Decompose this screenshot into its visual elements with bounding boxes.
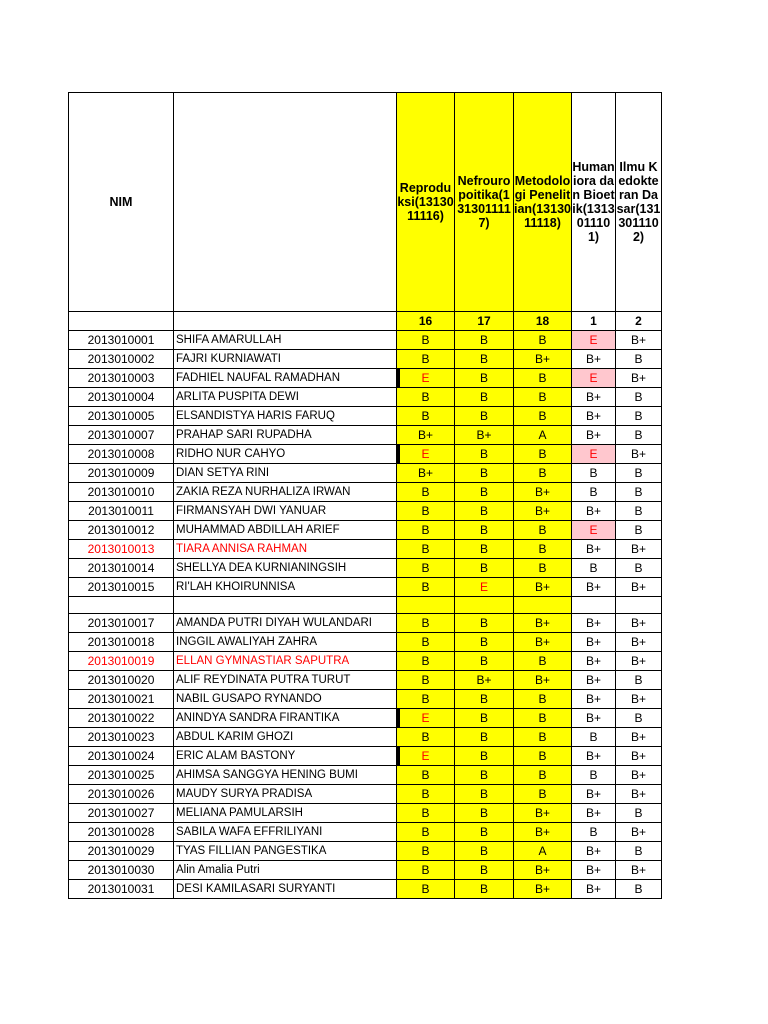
header-name[interactable] [174, 93, 397, 312]
grade-cell-16[interactable]: B [397, 578, 455, 597]
grade-cell-2[interactable]: B+ [616, 728, 662, 747]
grade-cell-2[interactable]: B+ [616, 823, 662, 842]
table-row [69, 880, 662, 899]
grade-cell-1[interactable]: B+ [572, 502, 616, 521]
grade-cell-16[interactable]: B [397, 785, 455, 804]
nim-cell[interactable]: 2013010012 [69, 521, 174, 540]
grade-cell-1[interactable]: B [572, 483, 616, 502]
grade-cell-18[interactable]: B+ [514, 823, 572, 842]
grade-cell-1[interactable]: E [572, 445, 616, 464]
blank-cell[interactable] [69, 597, 174, 614]
grade-cell-18[interactable]: B [514, 445, 572, 464]
grade-cell-2[interactable]: B [616, 521, 662, 540]
table-row [69, 804, 662, 823]
grade-cell-17[interactable]: B [455, 823, 514, 842]
grade-cell-17[interactable]: B [455, 747, 514, 766]
grade-cell-18[interactable]: B [514, 464, 572, 483]
name-cell[interactable]: MAUDY SURYA PRADISA [174, 785, 397, 804]
table-row [69, 690, 662, 709]
name-cell[interactable]: ERIC ALAM BASTONY [174, 747, 397, 766]
grade-cell-18[interactable]: B+ [514, 614, 572, 633]
grade-cell-1[interactable]: B+ [572, 652, 616, 671]
grade-cell-16[interactable]: E [397, 445, 455, 464]
grade-cell-18[interactable]: B [514, 690, 572, 709]
grade-cell-18[interactable]: B+ [514, 671, 572, 690]
grade-cell-16[interactable]: B [397, 331, 455, 350]
grade-cell-18[interactable]: B [514, 709, 572, 728]
grade-cell-16[interactable]: B [397, 388, 455, 407]
grade-cell-2[interactable]: B+ [616, 540, 662, 559]
table-row [69, 652, 662, 671]
name-cell[interactable]: AMANDA PUTRI DIYAH WULANDARI [174, 614, 397, 633]
grade-cell-16[interactable]: B [397, 728, 455, 747]
grade-cell-1[interactable]: B+ [572, 842, 616, 861]
grade-cell-16[interactable]: B [397, 633, 455, 652]
grade-cell-16[interactable]: B [397, 502, 455, 521]
grade-cell-16[interactable]: B [397, 521, 455, 540]
grade-cell-1[interactable]: B+ [572, 426, 616, 445]
grade-cell-18[interactable]: A [514, 842, 572, 861]
grade-cell-17[interactable]: B [455, 521, 514, 540]
blank-cell[interactable] [69, 312, 174, 331]
table-row [69, 728, 662, 747]
grade-cell-17[interactable]: E [455, 578, 514, 597]
header-row [69, 93, 662, 312]
grade-cell-16[interactable]: B [397, 842, 455, 861]
nim-cell[interactable]: 2013010015 [69, 578, 174, 597]
grade-cell-17[interactable]: B [455, 559, 514, 578]
grade-cell-2[interactable]: B [616, 464, 662, 483]
name-cell[interactable]: MELIANA PAMULARSIH [174, 804, 397, 823]
grade-cell-18[interactable]: B [514, 785, 572, 804]
blank-cell[interactable] [174, 312, 397, 331]
nim-cell[interactable]: 2013010003 [69, 369, 174, 388]
name-cell[interactable]: NABIL GUSAPO RYNANDO [174, 690, 397, 709]
name-cell[interactable]: AHIMSA SANGGYA HENING BUMI [174, 766, 397, 785]
grade-cell-16[interactable]: B [397, 350, 455, 369]
table-row [69, 483, 662, 502]
blank-cell[interactable] [397, 597, 455, 614]
table-row [69, 426, 662, 445]
table-row [69, 709, 662, 728]
name-cell[interactable]: SHELLYA DEA KURNIANINGSIH [174, 559, 397, 578]
grade-cell-18[interactable]: B+ [514, 578, 572, 597]
grade-cell-16[interactable]: E [397, 709, 455, 728]
grade-cell-16[interactable]: B [397, 766, 455, 785]
nim-cell[interactable]: 2013010030 [69, 861, 174, 880]
grade-cell-18[interactable]: B+ [514, 633, 572, 652]
grade-cell-17[interactable]: B+ [455, 426, 514, 445]
grade-cell-17[interactable]: B [455, 804, 514, 823]
table-row [69, 388, 662, 407]
grade-cell-16[interactable]: B [397, 483, 455, 502]
grade-cell-17[interactable]: B [455, 690, 514, 709]
grade-cell-1[interactable]: B+ [572, 388, 616, 407]
table-row [69, 823, 662, 842]
name-cell[interactable]: PRAHAP SARI RUPADHA [174, 426, 397, 445]
grade-cell-16[interactable]: B [397, 804, 455, 823]
blank-cell[interactable] [174, 597, 397, 614]
grade-cell-18[interactable]: B+ [514, 861, 572, 880]
grade-cell-16[interactable]: B [397, 559, 455, 578]
table-row [69, 766, 662, 785]
grade-cell-16[interactable]: B [397, 540, 455, 559]
header-col-17[interactable]: Nefrouropoitika(1313011117) [455, 93, 514, 312]
name-cell[interactable]: TYAS FILLIAN PANGESTIKA [174, 842, 397, 861]
grade-cell-17[interactable]: B [455, 766, 514, 785]
grade-cell-17[interactable]: B [455, 785, 514, 804]
nim-cell[interactable]: 2013010027 [69, 804, 174, 823]
table-row [69, 521, 662, 540]
grade-cell-18[interactable]: B+ [514, 502, 572, 521]
grade-cell-17[interactable]: B+ [455, 671, 514, 690]
nim-cell[interactable]: 2013010014 [69, 559, 174, 578]
table-row [69, 861, 662, 880]
name-cell[interactable]: ABDUL KARIM GHOZI [174, 728, 397, 747]
grade-cell-16[interactable]: B [397, 652, 455, 671]
name-cell[interactable]: MUHAMMAD ABDILLAH ARIEF [174, 521, 397, 540]
nim-cell[interactable]: 2013010004 [69, 388, 174, 407]
nim-cell[interactable]: 2013010011 [69, 502, 174, 521]
grade-cell-2[interactable]: B+ [616, 633, 662, 652]
grade-cell-18[interactable]: A [514, 426, 572, 445]
name-cell[interactable]: TIARA ANNISA RAHMAN [174, 540, 397, 559]
name-cell[interactable]: ELSANDISTYA HARIS FARUQ [174, 407, 397, 426]
blank-cell[interactable] [455, 597, 514, 614]
grade-cell-1[interactable]: B+ [572, 633, 616, 652]
grade-cell-17[interactable]: B [455, 842, 514, 861]
grade-cell-2[interactable]: B+ [616, 861, 662, 880]
grade-cell-1[interactable]: B+ [572, 690, 616, 709]
grade-cell-1[interactable]: B+ [572, 804, 616, 823]
grade-cell-1[interactable]: B [572, 728, 616, 747]
grade-cell-2[interactable]: B+ [616, 690, 662, 709]
number-row [69, 312, 662, 331]
grade-cell-17[interactable]: B [455, 407, 514, 426]
nim-cell[interactable]: 2013010008 [69, 445, 174, 464]
name-cell[interactable]: ARLITA PUSPITA DEWI [174, 388, 397, 407]
grade-cell-17[interactable]: B [455, 861, 514, 880]
grade-cell-1[interactable]: B [572, 559, 616, 578]
grade-cell-1[interactable]: B+ [572, 861, 616, 880]
grade-cell-17[interactable]: B [455, 388, 514, 407]
grade-cell-17[interactable]: B [455, 614, 514, 633]
grade-cell-1[interactable]: B [572, 464, 616, 483]
grade-cell-17[interactable]: B [455, 709, 514, 728]
nim-cell[interactable]: 2013010007 [69, 426, 174, 445]
grade-cell-17[interactable]: B [455, 483, 514, 502]
grade-cell-18[interactable]: B [514, 728, 572, 747]
table-row [69, 445, 662, 464]
col-number-17[interactable]: 17 [455, 312, 514, 331]
grade-cell-17[interactable]: B [455, 502, 514, 521]
grade-cell-2[interactable]: B+ [616, 331, 662, 350]
nim-cell[interactable]: 2013010029 [69, 842, 174, 861]
name-cell[interactable]: Alin Amalia Putri [174, 861, 397, 880]
nim-cell[interactable]: 2013010013 [69, 540, 174, 559]
nim-cell[interactable]: 2013010020 [69, 671, 174, 690]
col-number-1[interactable]: 1 [572, 312, 616, 331]
grade-cell-18[interactable]: B [514, 331, 572, 350]
grade-cell-2[interactable]: B+ [616, 369, 662, 388]
col-number-2[interactable]: 2 [616, 312, 662, 331]
grade-cell-2[interactable]: B+ [616, 652, 662, 671]
grade-cell-1[interactable]: B+ [572, 785, 616, 804]
grade-cell-2[interactable]: B [616, 407, 662, 426]
table-row [69, 785, 662, 804]
table-row [69, 502, 662, 521]
grade-cell-2[interactable]: B+ [616, 785, 662, 804]
table-row [69, 331, 662, 350]
grade-cell-18[interactable]: B+ [514, 804, 572, 823]
table-row [69, 369, 662, 388]
grade-cell-1[interactable]: B+ [572, 614, 616, 633]
grade-cell-16[interactable]: B+ [397, 464, 455, 483]
grade-cell-16[interactable]: B [397, 407, 455, 426]
grade-cell-2[interactable]: B+ [616, 766, 662, 785]
grade-cell-1[interactable]: B [572, 823, 616, 842]
table-row [69, 464, 662, 483]
grade-cell-2[interactable]: B [616, 388, 662, 407]
grade-cell-2[interactable]: B+ [616, 445, 662, 464]
grade-cell-1[interactable]: E [572, 369, 616, 388]
nim-cell[interactable]: 2013010031 [69, 880, 174, 899]
table-row [69, 842, 662, 861]
name-cell[interactable]: SABILA WAFA EFFRILIYANI [174, 823, 397, 842]
name-cell[interactable]: SHIFA AMARULLAH [174, 331, 397, 350]
grades-table [68, 92, 662, 899]
nim-cell[interactable]: 2013010018 [69, 633, 174, 652]
nim-cell[interactable]: 2013010025 [69, 766, 174, 785]
nim-cell[interactable]: 2013010026 [69, 785, 174, 804]
nim-cell[interactable]: 2013010024 [69, 747, 174, 766]
grade-cell-16[interactable]: B [397, 614, 455, 633]
table-row [69, 350, 662, 369]
table-row [69, 559, 662, 578]
nim-cell[interactable]: 2013010028 [69, 823, 174, 842]
grade-cell-17[interactable]: B [455, 369, 514, 388]
grade-cell-1[interactable]: B+ [572, 880, 616, 899]
nim-cell[interactable]: 2013010009 [69, 464, 174, 483]
grade-cell-18[interactable]: B [514, 521, 572, 540]
blank-cell[interactable] [514, 597, 572, 614]
nim-cell[interactable]: 2013010001 [69, 331, 174, 350]
grade-cell-17[interactable]: B [455, 728, 514, 747]
grade-cell-17[interactable]: B [455, 331, 514, 350]
nim-cell[interactable]: 2013010021 [69, 690, 174, 709]
col-number-18[interactable]: 18 [514, 312, 572, 331]
name-cell[interactable]: ZAKIA REZA NURHALIZA IRWAN [174, 483, 397, 502]
grade-cell-17[interactable]: B [455, 445, 514, 464]
grade-cell-2[interactable]: B [616, 842, 662, 861]
grade-cell-17[interactable]: B [455, 652, 514, 671]
table-row [69, 633, 662, 652]
grade-cell-2[interactable]: B [616, 483, 662, 502]
grade-cell-1[interactable]: B+ [572, 350, 616, 369]
table-row [69, 671, 662, 690]
header-col-1[interactable]: Humaniora dan Bioetik(1313011101) [572, 93, 616, 312]
grade-cell-2[interactable]: B+ [616, 747, 662, 766]
grade-cell-18[interactable]: B [514, 559, 572, 578]
nim-cell[interactable]: 2013010017 [69, 614, 174, 633]
grade-cell-18[interactable]: B+ [514, 350, 572, 369]
grade-cell-16[interactable]: B [397, 880, 455, 899]
grade-cell-2[interactable]: B [616, 804, 662, 823]
name-cell[interactable]: FIRMANSYAH DWI YANUAR [174, 502, 397, 521]
grade-cell-17[interactable]: B [455, 880, 514, 899]
col-number-16[interactable]: 16 [397, 312, 455, 331]
grade-cell-2[interactable]: B [616, 350, 662, 369]
grade-cell-2[interactable]: B [616, 502, 662, 521]
nim-cell[interactable]: 2013010005 [69, 407, 174, 426]
grade-cell-2[interactable]: B [616, 671, 662, 690]
grade-cell-2[interactable]: B+ [616, 578, 662, 597]
grade-cell-18[interactable]: B [514, 540, 572, 559]
grade-cell-18[interactable]: B [514, 388, 572, 407]
grade-cell-1[interactable]: B+ [572, 671, 616, 690]
grade-cell-2[interactable]: B [616, 709, 662, 728]
name-cell[interactable]: DIAN SETYA RINI [174, 464, 397, 483]
grade-cell-16[interactable]: E [397, 369, 455, 388]
grade-cell-16[interactable]: B [397, 690, 455, 709]
grade-cell-1[interactable]: B+ [572, 709, 616, 728]
name-cell[interactable]: FAJRI KURNIAWATI [174, 350, 397, 369]
blank-cell[interactable] [616, 597, 662, 614]
grade-cell-1[interactable]: B+ [572, 578, 616, 597]
grade-cell-17[interactable]: B [455, 350, 514, 369]
grade-cell-1[interactable]: B [572, 766, 616, 785]
grade-cell-1[interactable]: B+ [572, 540, 616, 559]
grade-cell-1[interactable]: B+ [572, 747, 616, 766]
header-col-2[interactable]: Ilmu Kedokteran Dasar(1313011102) [616, 93, 662, 312]
name-cell[interactable]: INGGIL AWALIYAH ZAHRA [174, 633, 397, 652]
grade-cell-17[interactable]: B [455, 464, 514, 483]
table-row [69, 614, 662, 633]
grade-cell-1[interactable]: B+ [572, 407, 616, 426]
table-row [69, 578, 662, 597]
grade-cell-16[interactable]: B+ [397, 426, 455, 445]
grade-cell-16[interactable]: B [397, 823, 455, 842]
name-cell[interactable]: ANINDYA SANDRA FIRANTIKA [174, 709, 397, 728]
grade-cell-18[interactable]: B [514, 652, 572, 671]
name-cell[interactable]: FADHIEL NAUFAL RAMADHAN [174, 369, 397, 388]
grade-cell-18[interactable]: B [514, 747, 572, 766]
grade-cell-2[interactable]: B+ [616, 614, 662, 633]
grade-cell-17[interactable]: B [455, 633, 514, 652]
grade-cell-2[interactable]: B [616, 880, 662, 899]
nim-cell[interactable]: 2013010002 [69, 350, 174, 369]
table-row [69, 407, 662, 426]
grade-cell-18[interactable]: B+ [514, 880, 572, 899]
grade-cell-18[interactable]: B+ [514, 483, 572, 502]
grade-cell-18[interactable]: B [514, 766, 572, 785]
grade-cell-18[interactable]: B [514, 369, 572, 388]
name-cell[interactable]: ELLAN GYMNASTIAR SAPUTRA [174, 652, 397, 671]
grade-cell-1[interactable]: E [572, 521, 616, 540]
grade-cell-17[interactable]: B [455, 540, 514, 559]
table-row [69, 540, 662, 559]
name-cell[interactable]: ALIF REYDINATA PUTRA TURUT [174, 671, 397, 690]
table-row [69, 747, 662, 766]
header-col-16[interactable]: Reproduksi(1313011116) [397, 93, 455, 312]
nim-cell[interactable]: 2013010023 [69, 728, 174, 747]
grade-cell-16[interactable]: B [397, 671, 455, 690]
grade-cell-2[interactable]: B [616, 426, 662, 445]
nim-cell[interactable]: 2013010022 [69, 709, 174, 728]
name-cell[interactable]: DESI KAMILASARI SURYANTI [174, 880, 397, 899]
nim-cell[interactable]: 2013010019 [69, 652, 174, 671]
header-col-18[interactable]: Metodologi Penelitian(1313011118) [514, 93, 572, 312]
name-cell[interactable]: RIDHO NUR CAHYO [174, 445, 397, 464]
grade-cell-1[interactable]: E [572, 331, 616, 350]
grade-cell-2[interactable]: B [616, 559, 662, 578]
grade-cell-18[interactable]: B [514, 407, 572, 426]
grade-cell-16[interactable]: B [397, 861, 455, 880]
blank-cell[interactable] [572, 597, 616, 614]
nim-cell[interactable]: 2013010010 [69, 483, 174, 502]
spacer-row [69, 597, 662, 614]
name-cell[interactable]: RI'LAH KHOIRUNNISA [174, 578, 397, 597]
grade-cell-16[interactable]: E [397, 747, 455, 766]
header-nim[interactable]: NIM [69, 93, 174, 312]
